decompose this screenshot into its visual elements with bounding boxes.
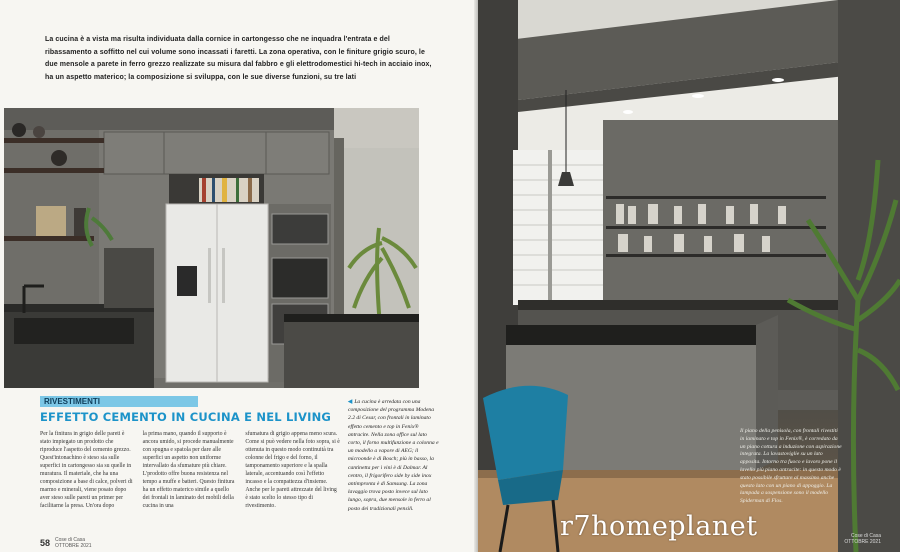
right-folio-issue: OTTOBRE 2021 <box>844 538 881 545</box>
kitchen-photo-left <box>4 108 419 388</box>
folio-issue: OTTOBRE 2021 <box>55 542 92 549</box>
watermark-text: r7homeplanet <box>560 511 758 542</box>
folio-magazine-name: Cose di Casa <box>55 537 86 543</box>
folio-magazine <box>55 538 92 549</box>
body-columns <box>40 430 340 510</box>
right-page <box>478 0 900 552</box>
body-column-2: la prima mano, quando il supporto è ancora umido, si procede manualmente con spugna e spatola per dare alle superfici un aspetto non uniforme intervallato da sfumature più chiare. L'prodotto offre buona resistenza nel tempo a muffe e batteri. Questo finitura ha un effetto materico simile a quello dei frontali in laminato dei mobili della cucina in una <box>142 431 235 509</box>
sidebar-headline: EFFETTO CEMENTO IN CUCINA E NEL LIVING <box>40 410 332 424</box>
body-column-1: Per la finitura in grigio delle pareti è stato impiegato un prodotto che riproduce l'aspetto del cemento grezzo. Quest'intonachino è steso sia sulle superfici in cartongesso sia su quelle in muratura. Il materiale, che ha una composizione a base di calce, polveri di marmo e minerali, viene posato dopo aver steso sulle pareti un primer per facilitarne la presa. Un'ora dopo <box>40 431 133 509</box>
intro-paragraph: La cucina è a vista ma risulta individuata dalla cornice in cartongesso che ne inquadra l'entrata e del ribassamento a soffitto nel cui volume sono incassati i faretti. La zona operativa, con le finiture grigio scuro, le due mensole a parete in ferro grezzo realizzate su misura dal fabbro e gli elettrodomestici hi-tech in acciaio inox, ha un aspetto materico; la composizione si sviluppa, con le sue diverse funzioni, su tre lati <box>45 36 432 81</box>
photo-caption-right: Il piano della penisola, con frontali rivestiti in laminato e top in Fenix®, è corredato da un piano cottura a induzione con aspirazione integrata. La lavastoviglie su un lato apposita. Intorno tra fuoco e lavoro pone il lavello più piano antracite: in questo modo è stato possibile sfruttare al massimo anche questo lato con un piano di appoggio. La lampada a sospensione sono il modello Spiderman di Flos. <box>740 428 842 505</box>
section-kicker: RIVESTIMENTI <box>40 396 198 407</box>
right-folio-magazine: Cose di Casa <box>850 533 881 539</box>
page-number: 58 <box>40 538 51 548</box>
caption-arrow-icon: ◀ <box>348 399 353 405</box>
photo-caption-left <box>348 398 440 513</box>
body-column-3: sfumatura di grigio appena meno scura. Come si può vedere nella foto sopra, si è ottenuta in questo modo continuità tra colonne del frigo e del forno, il tamponamento superiore e la spalla laterale, accentuando così l'effetto incasso e la compattezza d'insieme. Anche per le pareti attrezzate del living è stato scelto lo stesso tipo di rivestimento. <box>245 431 340 509</box>
right-folio <box>841 534 881 545</box>
sidebar-article <box>40 396 340 510</box>
photo-caption-left-text: La cucina è arredata con una composizione del programma Modena 2.2 di Cesar, con frontali in laminato effetto cemento e top in Fenix® antracite. Nella zona office sul lato corto, il forno multifunzione a colonna e un modello a vapore di AEG; il microonde è di Bosch; più in basso, la cantinetta per i vini è di Dalmar. Al centro, il frigorifero side by side inox antimpronta è di Samsung. La zona lavaggio trova posto invece sul lato lungo, sopra, due mensole in ferro al posto dei tradizionali pensili. <box>348 399 439 512</box>
